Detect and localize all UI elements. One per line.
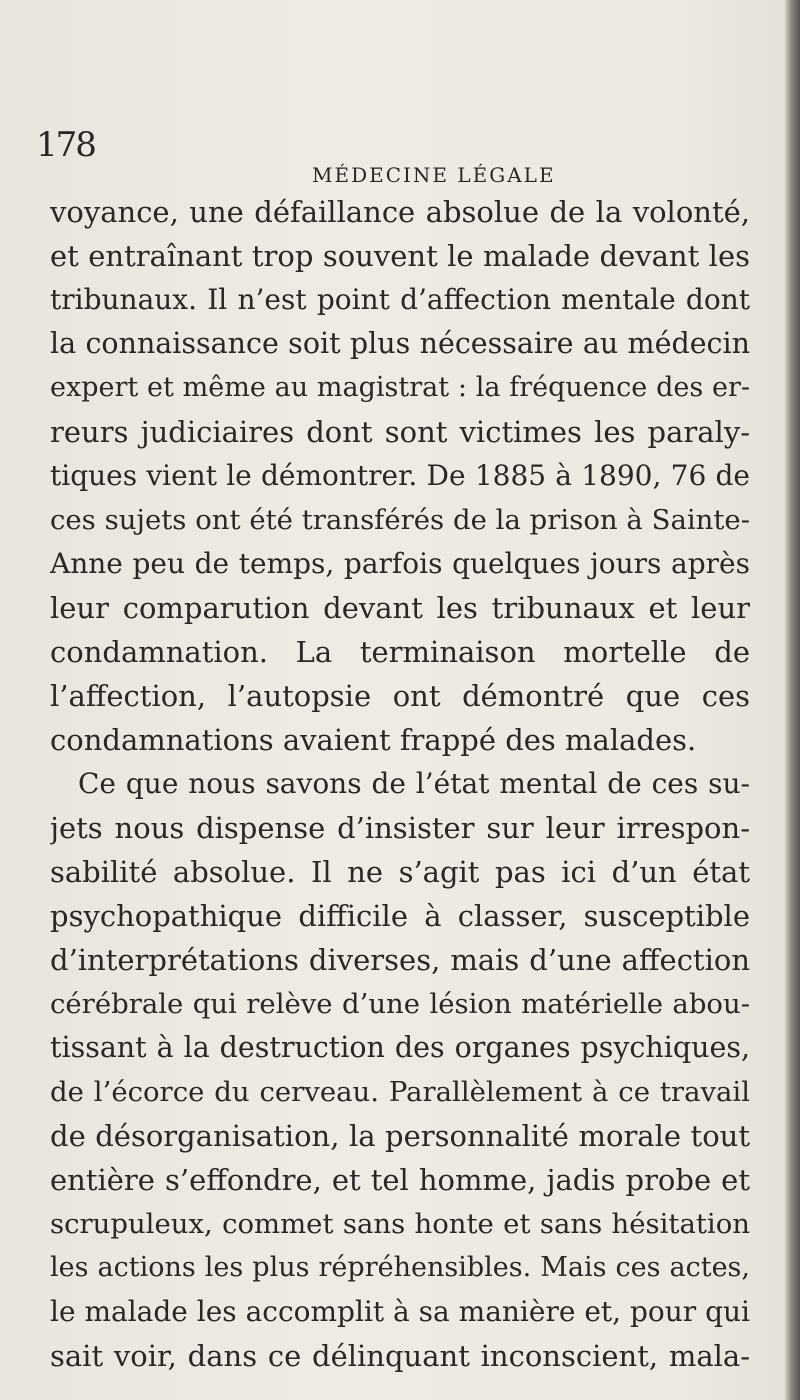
text-line: scrupuleux, commet sans honte et sans hésitation: [50, 1208, 750, 1240]
text-line: Ce que nous savons de l’état mental de ces su-: [78, 767, 750, 800]
text-line: la connaissance soit plus nécessaire au médecin: [50, 327, 750, 360]
text-line: reurs judiciaires dont sont victimes les paraly-: [50, 415, 750, 449]
running-title: MÉDECINE LÉGALE: [312, 163, 556, 187]
text-line: tiques vient le démontrer. De 1885 à 1890, 76 de: [50, 459, 750, 492]
text-line: condamnation. La terminaison mortelle de: [50, 635, 750, 669]
text-line: les actions les plus répréhensibles. Mais ces actes,: [50, 1252, 750, 1283]
text-line: tribunaux. Il n’est point d’affection mentale dont: [50, 283, 750, 316]
text-line: leur comparution devant les tribunaux et leur: [50, 591, 750, 625]
text-line: de l’écorce du cerveau. Parallèlement à ce travail: [50, 1076, 750, 1108]
text-line: condamnations avaient frappé des malades.: [50, 723, 697, 757]
text-line: jets nous dispense d’insister sur leur irrespon-: [50, 811, 750, 845]
text-line: tissant à la destruction des organes psychiques,: [50, 1031, 750, 1064]
page-number: 178: [36, 125, 95, 165]
text-line: d’interprétations diverses, mais d’une affection: [50, 943, 750, 977]
text-line: sait voir, dans ce délinquant inconscient, mala-: [50, 1339, 750, 1373]
text-line: sabilité absolue. Il ne s’agit pas ici d’un état: [50, 855, 750, 889]
text-line: cérébrale qui relève d’une lésion matérielle abou-: [50, 988, 750, 1020]
page-edge-shadow: [784, 0, 800, 1400]
text-line: voyance, une défaillance absolue de la volonté,: [50, 195, 750, 229]
text-line: et entraînant trop souvent le malade devant les: [50, 239, 750, 273]
text-line: l’affection, l’autopsie ont démontré que ces: [50, 679, 750, 713]
text-line: expert et même au magistrat : la fréquence des er-: [50, 372, 750, 403]
text-line: entière s’effondre, et tel homme, jadis probe et: [50, 1163, 750, 1197]
text-line: Anne peu de temps, parfois quelques jours après: [50, 547, 750, 580]
text-line: le malade les accomplit à sa manière et, pour qui: [50, 1295, 750, 1328]
text-line: ces sujets ont été transférés de la prison à Sainte-: [50, 504, 750, 536]
body-text: [50, 190, 750, 1378]
text-line: de désorganisation, la personnalité morale tout: [50, 1119, 750, 1153]
text-line: psychopathique difficile à classer, susceptible: [50, 899, 750, 933]
